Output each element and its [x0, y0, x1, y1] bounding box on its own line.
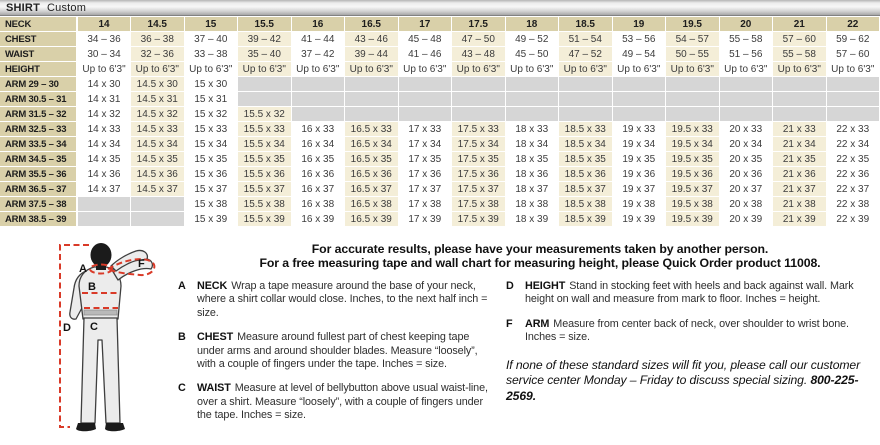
neck-size-header: 14.5	[131, 17, 185, 32]
size-cell: 16.5 x 39	[345, 212, 399, 227]
guide-item-waist	[178, 382, 498, 422]
size-cell: 14.5 x 30	[131, 77, 185, 92]
size-cell: 15 x 37	[184, 182, 238, 197]
size-cell: 14 x 30	[77, 77, 131, 92]
neck-size-header: 18.5	[559, 17, 613, 32]
neck-size-header: 16	[291, 17, 345, 32]
size-cell: Up to 6'3"	[719, 62, 773, 77]
size-cell	[826, 77, 880, 92]
person-right-shoe	[105, 423, 125, 431]
size-cell: 14.5 x 31	[131, 92, 185, 107]
size-cell: 16 x 38	[291, 197, 345, 212]
size-cell: 15 x 38	[184, 197, 238, 212]
size-row	[0, 32, 880, 47]
size-cell: 14 x 35	[77, 152, 131, 167]
size-cell: 37 – 42	[291, 47, 345, 62]
size-cell: 15 x 32	[184, 107, 238, 122]
size-cell: 20 x 38	[719, 197, 773, 212]
size-cell: 14 x 33	[77, 122, 131, 137]
size-cell	[452, 107, 506, 122]
size-cell: 19.5 x 34	[666, 137, 720, 152]
size-cell: 47 – 52	[559, 47, 613, 62]
size-cell: 16.5 x 36	[345, 167, 399, 182]
neck-header-row	[0, 17, 880, 32]
size-cell: 19.5 x 37	[666, 182, 720, 197]
headline-line-1: For accurate results, please have your measurements taken by another person.	[311, 242, 769, 256]
size-cell: Up to 6'3"	[77, 62, 131, 77]
size-cell: 15.5 x 32	[238, 107, 292, 122]
size-cell: 15.5 x 39	[238, 212, 292, 227]
special-sizing-text: If none of these standard sizes will fit you, please call our customer service center Monday – Friday to discuss special sizing.	[506, 357, 861, 388]
size-row	[0, 107, 880, 122]
row-label: ARM 34.5 – 35	[0, 152, 77, 167]
size-cell: 45 – 50	[505, 47, 559, 62]
size-cell: Up to 6'3"	[184, 62, 238, 77]
figure-label-arm: F	[138, 258, 145, 270]
size-cell: 17 x 39	[398, 212, 452, 227]
size-cell: 21 x 33	[773, 122, 827, 137]
size-cell: 19 x 35	[612, 152, 666, 167]
size-cell: 50 – 55	[666, 47, 720, 62]
size-row	[0, 167, 880, 182]
size-cell: 18.5 x 37	[559, 182, 613, 197]
size-table	[0, 17, 880, 227]
size-cell: 20 x 35	[719, 152, 773, 167]
size-cell: Up to 6'3"	[452, 62, 506, 77]
size-cell	[291, 77, 345, 92]
size-cell: 41 – 44	[291, 32, 345, 47]
size-cell: 18 x 34	[505, 137, 559, 152]
size-cell: 20 x 34	[719, 137, 773, 152]
guide-text-chest	[197, 331, 498, 371]
size-cell: 18 x 36	[505, 167, 559, 182]
size-cell	[559, 77, 613, 92]
guide-term-height: HEIGHT	[525, 280, 566, 292]
row-label: HEIGHT	[0, 62, 77, 77]
size-cell: 22 x 33	[826, 122, 880, 137]
size-cell: 18.5 x 39	[559, 212, 613, 227]
size-cell: 16.5 x 33	[345, 122, 399, 137]
size-cell: 18 x 33	[505, 122, 559, 137]
size-cell	[345, 107, 399, 122]
size-cell	[131, 197, 185, 212]
guide-item-arm	[506, 318, 878, 345]
size-cell: 14.5 x 32	[131, 107, 185, 122]
size-cell: 14.5 x 37	[131, 182, 185, 197]
person-waistband	[84, 310, 117, 315]
neck-size-header: 17	[398, 17, 452, 32]
figure-label-waist: C	[90, 321, 98, 333]
size-cell: Up to 6'3"	[398, 62, 452, 77]
size-cell: 15 x 31	[184, 92, 238, 107]
guide-item-chest	[178, 331, 498, 371]
size-cell: Up to 6'3"	[612, 62, 666, 77]
size-cell: 18.5 x 36	[559, 167, 613, 182]
guide-description-chest: Measure around fullest part of chest keeping tape under arms and around shoulder blades. Measure “loosely”, with a couple of fingers under the tape. Inches = size.	[197, 331, 478, 371]
guide-text-arm	[525, 318, 878, 345]
size-cell: 16 x 34	[291, 137, 345, 152]
size-cell: 16.5 x 35	[345, 152, 399, 167]
size-cell: 19 x 34	[612, 137, 666, 152]
size-cell: 22 x 37	[826, 182, 880, 197]
guide-item-height	[506, 280, 878, 307]
row-label: ARM 36.5 – 37	[0, 182, 77, 197]
size-cell	[826, 107, 880, 122]
size-cell: 19 x 37	[612, 182, 666, 197]
size-cell: 15 x 33	[184, 122, 238, 137]
headline-line-2: For a free measuring tape and wall chart for measuring height, please Quick Order product 11008.	[259, 255, 821, 270]
size-cell: 18.5 x 38	[559, 197, 613, 212]
guide-text-neck	[197, 280, 498, 320]
neck-size-header: 17.5	[452, 17, 506, 32]
guide-description-arm: Measure from center back of neck, over shoulder to wrist bone. Inches = size.	[525, 317, 849, 344]
row-label: ARM 29 – 30	[0, 77, 77, 92]
size-cell	[398, 107, 452, 122]
size-cell: 53 – 56	[612, 32, 666, 47]
size-cell: 15 x 30	[184, 77, 238, 92]
size-cell: 16 x 37	[291, 182, 345, 197]
size-cell: 45 – 48	[398, 32, 452, 47]
size-cell: 16 x 39	[291, 212, 345, 227]
size-cell	[666, 107, 720, 122]
neck-size-header: 20	[719, 17, 773, 32]
size-cell: 17.5 x 39	[452, 212, 506, 227]
size-cell	[666, 92, 720, 107]
size-cell	[612, 107, 666, 122]
size-cell: 49 – 52	[505, 32, 559, 47]
person-legs	[81, 318, 120, 423]
phone-number: 800-225-2569.	[506, 373, 859, 404]
neck-size-header: 14	[77, 17, 131, 32]
person-left-shoe	[76, 423, 96, 431]
size-cell: 15 x 34	[184, 137, 238, 152]
size-cell: 57 – 60	[773, 32, 827, 47]
guide-text-waist	[197, 382, 498, 422]
measure-guide-right-column	[506, 280, 878, 405]
size-cell: 30 – 34	[77, 47, 131, 62]
size-cell: 20 x 33	[719, 122, 773, 137]
guide-description-neck: Wrap a tape measure around the base of your neck, where a shirt collar would close. Inches, to the next half inch = size.	[197, 280, 488, 319]
size-row	[0, 47, 880, 62]
product-title: SHIRT	[6, 2, 40, 14]
size-row	[0, 92, 880, 107]
size-row	[0, 197, 880, 212]
neck-size-header: 15	[184, 17, 238, 32]
size-cell: 14 x 37	[77, 182, 131, 197]
size-cell: 39 – 44	[345, 47, 399, 62]
size-cell: 19.5 x 35	[666, 152, 720, 167]
guide-letter-height: D	[506, 280, 514, 292]
size-cell: 18.5 x 34	[559, 137, 613, 152]
size-cell: Up to 6'3"	[559, 62, 613, 77]
neck-size-header: 16.5	[345, 17, 399, 32]
size-cell: 17 x 37	[398, 182, 452, 197]
size-cell: 17 x 35	[398, 152, 452, 167]
size-cell: 17.5 x 38	[452, 197, 506, 212]
size-cell: Up to 6'3"	[238, 62, 292, 77]
size-cell: 15.5 x 36	[238, 167, 292, 182]
row-label: ARM 33.5 – 34	[0, 137, 77, 152]
size-row	[0, 137, 880, 152]
guide-letter-waist: C	[178, 382, 186, 395]
size-cell: 33 – 38	[184, 47, 238, 62]
size-cell: 37 – 40	[184, 32, 238, 47]
size-cell	[291, 92, 345, 107]
size-cell: 19.5 x 36	[666, 167, 720, 182]
size-cell: Up to 6'3"	[505, 62, 559, 77]
size-cell: Up to 6'3"	[345, 62, 399, 77]
size-cell: 17.5 x 34	[452, 137, 506, 152]
size-row	[0, 212, 880, 227]
size-cell: 19 x 39	[612, 212, 666, 227]
size-cell: 21 x 38	[773, 197, 827, 212]
size-cell	[773, 77, 827, 92]
row-label: ARM 35.5 – 36	[0, 167, 77, 182]
size-cell: 18 x 39	[505, 212, 559, 227]
size-cell	[559, 107, 613, 122]
row-label: ARM 32.5 – 33	[0, 122, 77, 137]
size-cell: 22 x 39	[826, 212, 880, 227]
size-cell: 51 – 54	[559, 32, 613, 47]
size-row	[0, 77, 880, 92]
size-cell: Up to 6'3"	[666, 62, 720, 77]
size-cell	[559, 92, 613, 107]
size-cell: 14.5 x 33	[131, 122, 185, 137]
guide-term-chest: CHEST	[197, 331, 234, 344]
product-variant: Custom	[47, 2, 87, 14]
measurement-figure	[28, 240, 178, 440]
size-cell: 17.5 x 37	[452, 182, 506, 197]
size-cell	[345, 92, 399, 107]
size-table-body	[0, 17, 880, 227]
size-cell: 51 – 56	[719, 47, 773, 62]
size-cell: 14 x 34	[77, 137, 131, 152]
size-cell	[719, 107, 773, 122]
size-cell: 22 x 36	[826, 167, 880, 182]
guide-term-waist: WAIST	[197, 382, 231, 395]
size-cell	[505, 92, 559, 107]
size-cell: 16.5 x 34	[345, 137, 399, 152]
size-cell: 14 x 36	[77, 167, 131, 182]
size-cell: 19 x 38	[612, 197, 666, 212]
size-cell: Up to 6'3"	[826, 62, 880, 77]
size-cell: Up to 6'3"	[291, 62, 345, 77]
size-cell	[612, 92, 666, 107]
guide-term-arm: ARM	[525, 317, 550, 330]
size-cell: 49 – 54	[612, 47, 666, 62]
size-cell: 32 – 36	[131, 47, 185, 62]
size-cell	[773, 107, 827, 122]
size-cell: 57 – 60	[826, 47, 880, 62]
row-label: ARM 38.5 – 39	[0, 212, 77, 227]
size-cell	[452, 77, 506, 92]
size-cell: 43 – 46	[345, 32, 399, 47]
guide-letter-arm: F	[506, 317, 513, 330]
size-cell	[452, 92, 506, 107]
figure-label-height: D	[63, 322, 71, 334]
neck-size-header: 19.5	[666, 17, 720, 32]
size-cell: 18 x 37	[505, 182, 559, 197]
size-cell: 34 – 36	[77, 32, 131, 47]
size-cell: 43 – 48	[452, 47, 506, 62]
size-cell: 14 x 32	[77, 107, 131, 122]
figure-label-neck: A	[79, 263, 87, 275]
row-label: ARM 31.5 – 32	[0, 107, 77, 122]
size-cell: 36 – 38	[131, 32, 185, 47]
size-cell: 54 – 57	[666, 32, 720, 47]
size-cell	[398, 77, 452, 92]
size-cell: 16.5 x 38	[345, 197, 399, 212]
size-cell: 22 x 38	[826, 197, 880, 212]
size-cell: 21 x 34	[773, 137, 827, 152]
size-cell	[345, 77, 399, 92]
size-cell: 16 x 33	[291, 122, 345, 137]
figure-label-chest: B	[88, 281, 96, 293]
size-cell	[719, 77, 773, 92]
size-cell: 14 x 31	[77, 92, 131, 107]
size-cell: 18.5 x 33	[559, 122, 613, 137]
size-cell: 15 x 39	[184, 212, 238, 227]
size-cell: 39 – 42	[238, 32, 292, 47]
size-cell: 21 x 36	[773, 167, 827, 182]
size-cell: 47 – 50	[452, 32, 506, 47]
size-cell: 15.5 x 34	[238, 137, 292, 152]
guide-term-neck: NECK	[197, 280, 228, 292]
guide-description-waist: Measure at level of bellybutton above usual waist-line, over a shirt. Measure “loosely”, with a couple of fingers under the tape. Inches = size.	[197, 382, 488, 422]
size-cell: 22 x 35	[826, 152, 880, 167]
size-cell	[826, 92, 880, 107]
size-cell: 20 x 39	[719, 212, 773, 227]
size-cell: 18 x 35	[505, 152, 559, 167]
size-cell: 17 x 34	[398, 137, 452, 152]
size-cell: 16 x 36	[291, 167, 345, 182]
size-cell: 20 x 37	[719, 182, 773, 197]
size-cell: 22 x 34	[826, 137, 880, 152]
size-cell: 19.5 x 33	[666, 122, 720, 137]
guide-description-height: Stand in stocking feet with heels and back against wall. Mark height on wall and measure from mark to floor. Inches = height.	[525, 280, 854, 306]
size-cell: 17.5 x 36	[452, 167, 506, 182]
size-cell: Up to 6'3"	[131, 62, 185, 77]
size-cell: 17 x 36	[398, 167, 452, 182]
size-cell: 14.5 x 34	[131, 137, 185, 152]
size-cell: 35 – 40	[238, 47, 292, 62]
size-cell: Up to 6'3"	[773, 62, 827, 77]
size-cell: 21 x 39	[773, 212, 827, 227]
size-cell: 16.5 x 37	[345, 182, 399, 197]
size-cell: 18 x 38	[505, 197, 559, 212]
size-cell	[719, 92, 773, 107]
size-row	[0, 152, 880, 167]
size-cell: 15.5 x 38	[238, 197, 292, 212]
table-title-bar	[0, 0, 880, 16]
size-cell: 21 x 35	[773, 152, 827, 167]
row-label: WAIST	[0, 47, 77, 62]
size-cell: 15 x 36	[184, 167, 238, 182]
size-cell: 15.5 x 37	[238, 182, 292, 197]
guide-text-height	[525, 280, 878, 307]
size-cell: 15.5 x 35	[238, 152, 292, 167]
size-cell	[238, 92, 292, 107]
size-row	[0, 62, 880, 77]
size-cell: 17.5 x 33	[452, 122, 506, 137]
size-cell: 17 x 38	[398, 197, 452, 212]
size-cell: 55 – 58	[719, 32, 773, 47]
neck-size-header: 18	[505, 17, 559, 32]
size-cell: 14.5 x 35	[131, 152, 185, 167]
size-cell	[666, 77, 720, 92]
size-cell	[131, 212, 185, 227]
size-cell	[612, 77, 666, 92]
size-cell: 55 – 58	[773, 47, 827, 62]
size-cell	[77, 212, 131, 227]
row-label: ARM 37.5 – 38	[0, 197, 77, 212]
row-label: ARM 30.5 – 31	[0, 92, 77, 107]
size-cell	[398, 92, 452, 107]
neck-size-header: 22	[826, 17, 880, 32]
measuring-instructions-headline	[200, 243, 880, 270]
neck-row-label: NECK	[0, 17, 77, 32]
size-cell	[773, 92, 827, 107]
size-cell	[238, 77, 292, 92]
measure-guide-left-column	[178, 280, 498, 434]
size-cell: 41 – 46	[398, 47, 452, 62]
neck-size-header: 15.5	[238, 17, 292, 32]
size-cell: 18.5 x 35	[559, 152, 613, 167]
size-row	[0, 182, 880, 197]
size-cell: 19 x 33	[612, 122, 666, 137]
neck-size-header: 19	[612, 17, 666, 32]
size-cell: 16 x 35	[291, 152, 345, 167]
size-cell: 20 x 36	[719, 167, 773, 182]
size-cell: 19 x 36	[612, 167, 666, 182]
size-cell: 15.5 x 33	[238, 122, 292, 137]
size-cell: 14.5 x 36	[131, 167, 185, 182]
size-cell: 17.5 x 35	[452, 152, 506, 167]
size-cell: 17 x 33	[398, 122, 452, 137]
size-cell: 59 – 62	[826, 32, 880, 47]
special-sizing-note	[506, 358, 878, 405]
guide-letter-chest: B	[178, 331, 186, 344]
size-cell: 21 x 37	[773, 182, 827, 197]
size-cell: 19.5 x 39	[666, 212, 720, 227]
neck-size-header: 21	[773, 17, 827, 32]
size-cell	[505, 107, 559, 122]
size-row	[0, 122, 880, 137]
guide-letter-neck: A	[178, 280, 186, 292]
size-cell	[291, 107, 345, 122]
size-cell: 15 x 35	[184, 152, 238, 167]
row-label: CHEST	[0, 32, 77, 47]
size-cell	[505, 77, 559, 92]
guide-item-neck	[178, 280, 498, 320]
size-cell	[77, 197, 131, 212]
size-cell: 19.5 x 38	[666, 197, 720, 212]
